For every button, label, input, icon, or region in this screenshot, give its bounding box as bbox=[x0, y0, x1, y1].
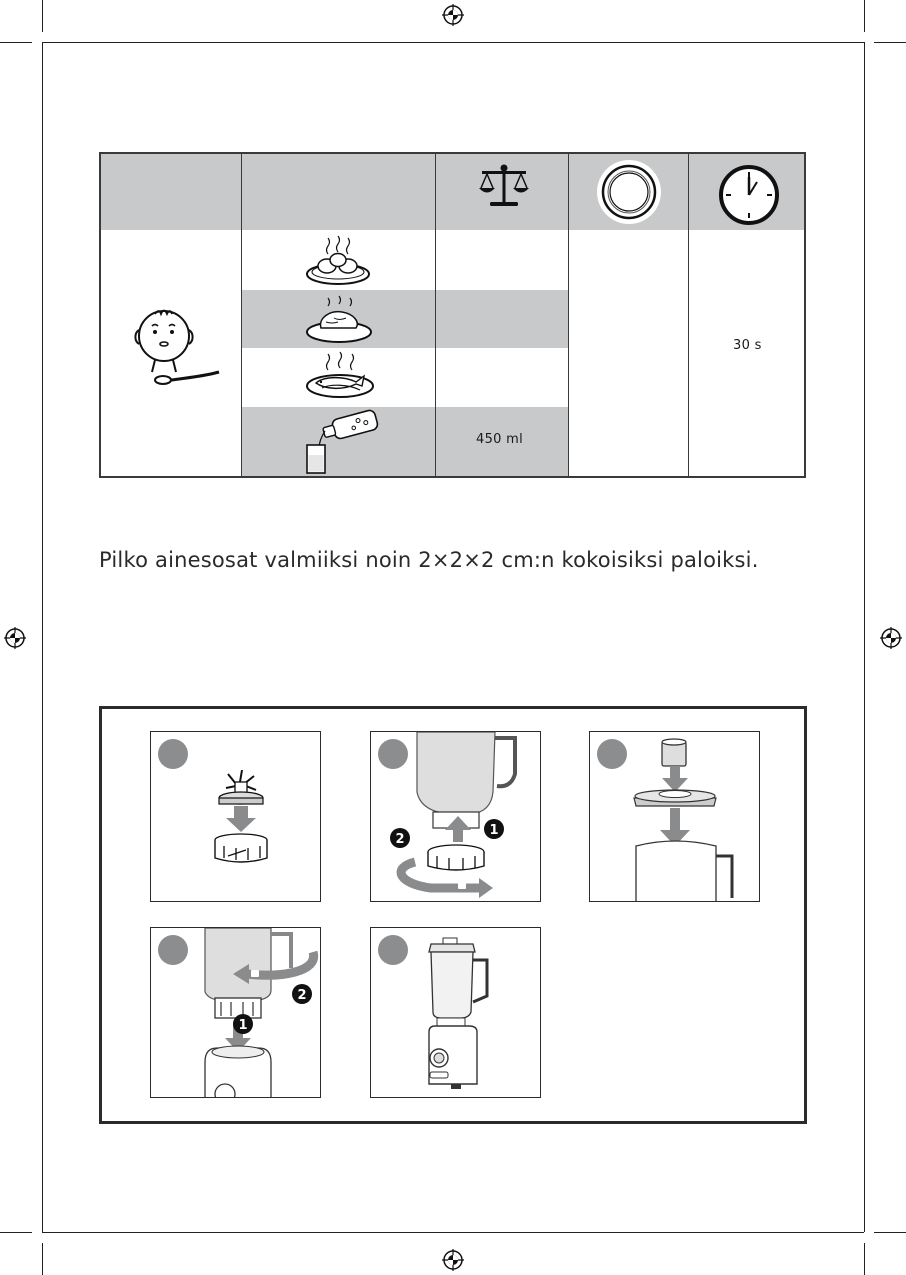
blender-icon bbox=[421, 936, 501, 1092]
fish-icon bbox=[304, 350, 376, 402]
step-2-attach-jar bbox=[370, 731, 541, 902]
crop-mark bbox=[0, 42, 32, 43]
crop-mark bbox=[0, 1232, 32, 1233]
column-divider bbox=[435, 154, 436, 476]
lid-cap-illustration bbox=[590, 732, 760, 902]
potatoes-icon bbox=[304, 234, 372, 286]
column-divider bbox=[688, 154, 689, 476]
recipe-table bbox=[99, 152, 806, 478]
baby-with-spoon-icon bbox=[127, 296, 223, 390]
crop-mark bbox=[874, 1232, 906, 1233]
crop-mark bbox=[864, 42, 865, 1232]
registration-mark-icon bbox=[442, 4, 464, 26]
crop-mark bbox=[42, 42, 864, 43]
crop-mark bbox=[42, 1232, 864, 1233]
instruction-text: Pilko ainesosat valmiiksi noin 2×2×2 cm:n kokoisiksi paloiksi. bbox=[99, 548, 759, 572]
step-number-badge bbox=[378, 739, 408, 769]
registration-mark-icon bbox=[4, 627, 26, 649]
step-3-lid-and-cap bbox=[589, 731, 760, 902]
svg-text:2: 2 bbox=[297, 988, 307, 1003]
svg-text:1: 1 bbox=[238, 1018, 248, 1033]
step-number-badge bbox=[158, 739, 188, 769]
step-5-assembled-blender bbox=[370, 927, 541, 1098]
water-bottle-icon bbox=[301, 409, 381, 475]
column-divider bbox=[568, 154, 569, 476]
crop-mark bbox=[42, 1243, 43, 1275]
blend-time: 30 s bbox=[733, 338, 762, 353]
table-row-shade bbox=[241, 290, 568, 348]
step-4-mount-on-motor bbox=[150, 927, 321, 1098]
crop-mark bbox=[42, 42, 43, 1232]
assembly-steps-box bbox=[99, 706, 807, 1124]
blade-assembly-icon bbox=[206, 770, 276, 866]
crop-mark bbox=[42, 0, 43, 32]
registration-mark-icon bbox=[442, 1249, 464, 1271]
clock-icon bbox=[718, 164, 780, 226]
amount-water: 450 ml bbox=[476, 432, 524, 447]
crop-mark bbox=[874, 42, 906, 43]
svg-text:1: 1 bbox=[489, 823, 499, 838]
speed-dial-icon bbox=[596, 159, 662, 225]
scale-icon bbox=[478, 162, 530, 210]
crop-mark bbox=[864, 1243, 865, 1275]
column-divider bbox=[241, 154, 242, 476]
step-1-blade-into-base bbox=[150, 731, 321, 902]
table-header bbox=[101, 154, 804, 230]
step-number-badge bbox=[378, 935, 408, 965]
chicken-icon bbox=[304, 294, 374, 344]
registration-mark-icon bbox=[880, 627, 902, 649]
step-number-badge bbox=[158, 935, 188, 965]
crop-mark bbox=[864, 0, 865, 32]
svg-text:2: 2 bbox=[395, 832, 405, 847]
